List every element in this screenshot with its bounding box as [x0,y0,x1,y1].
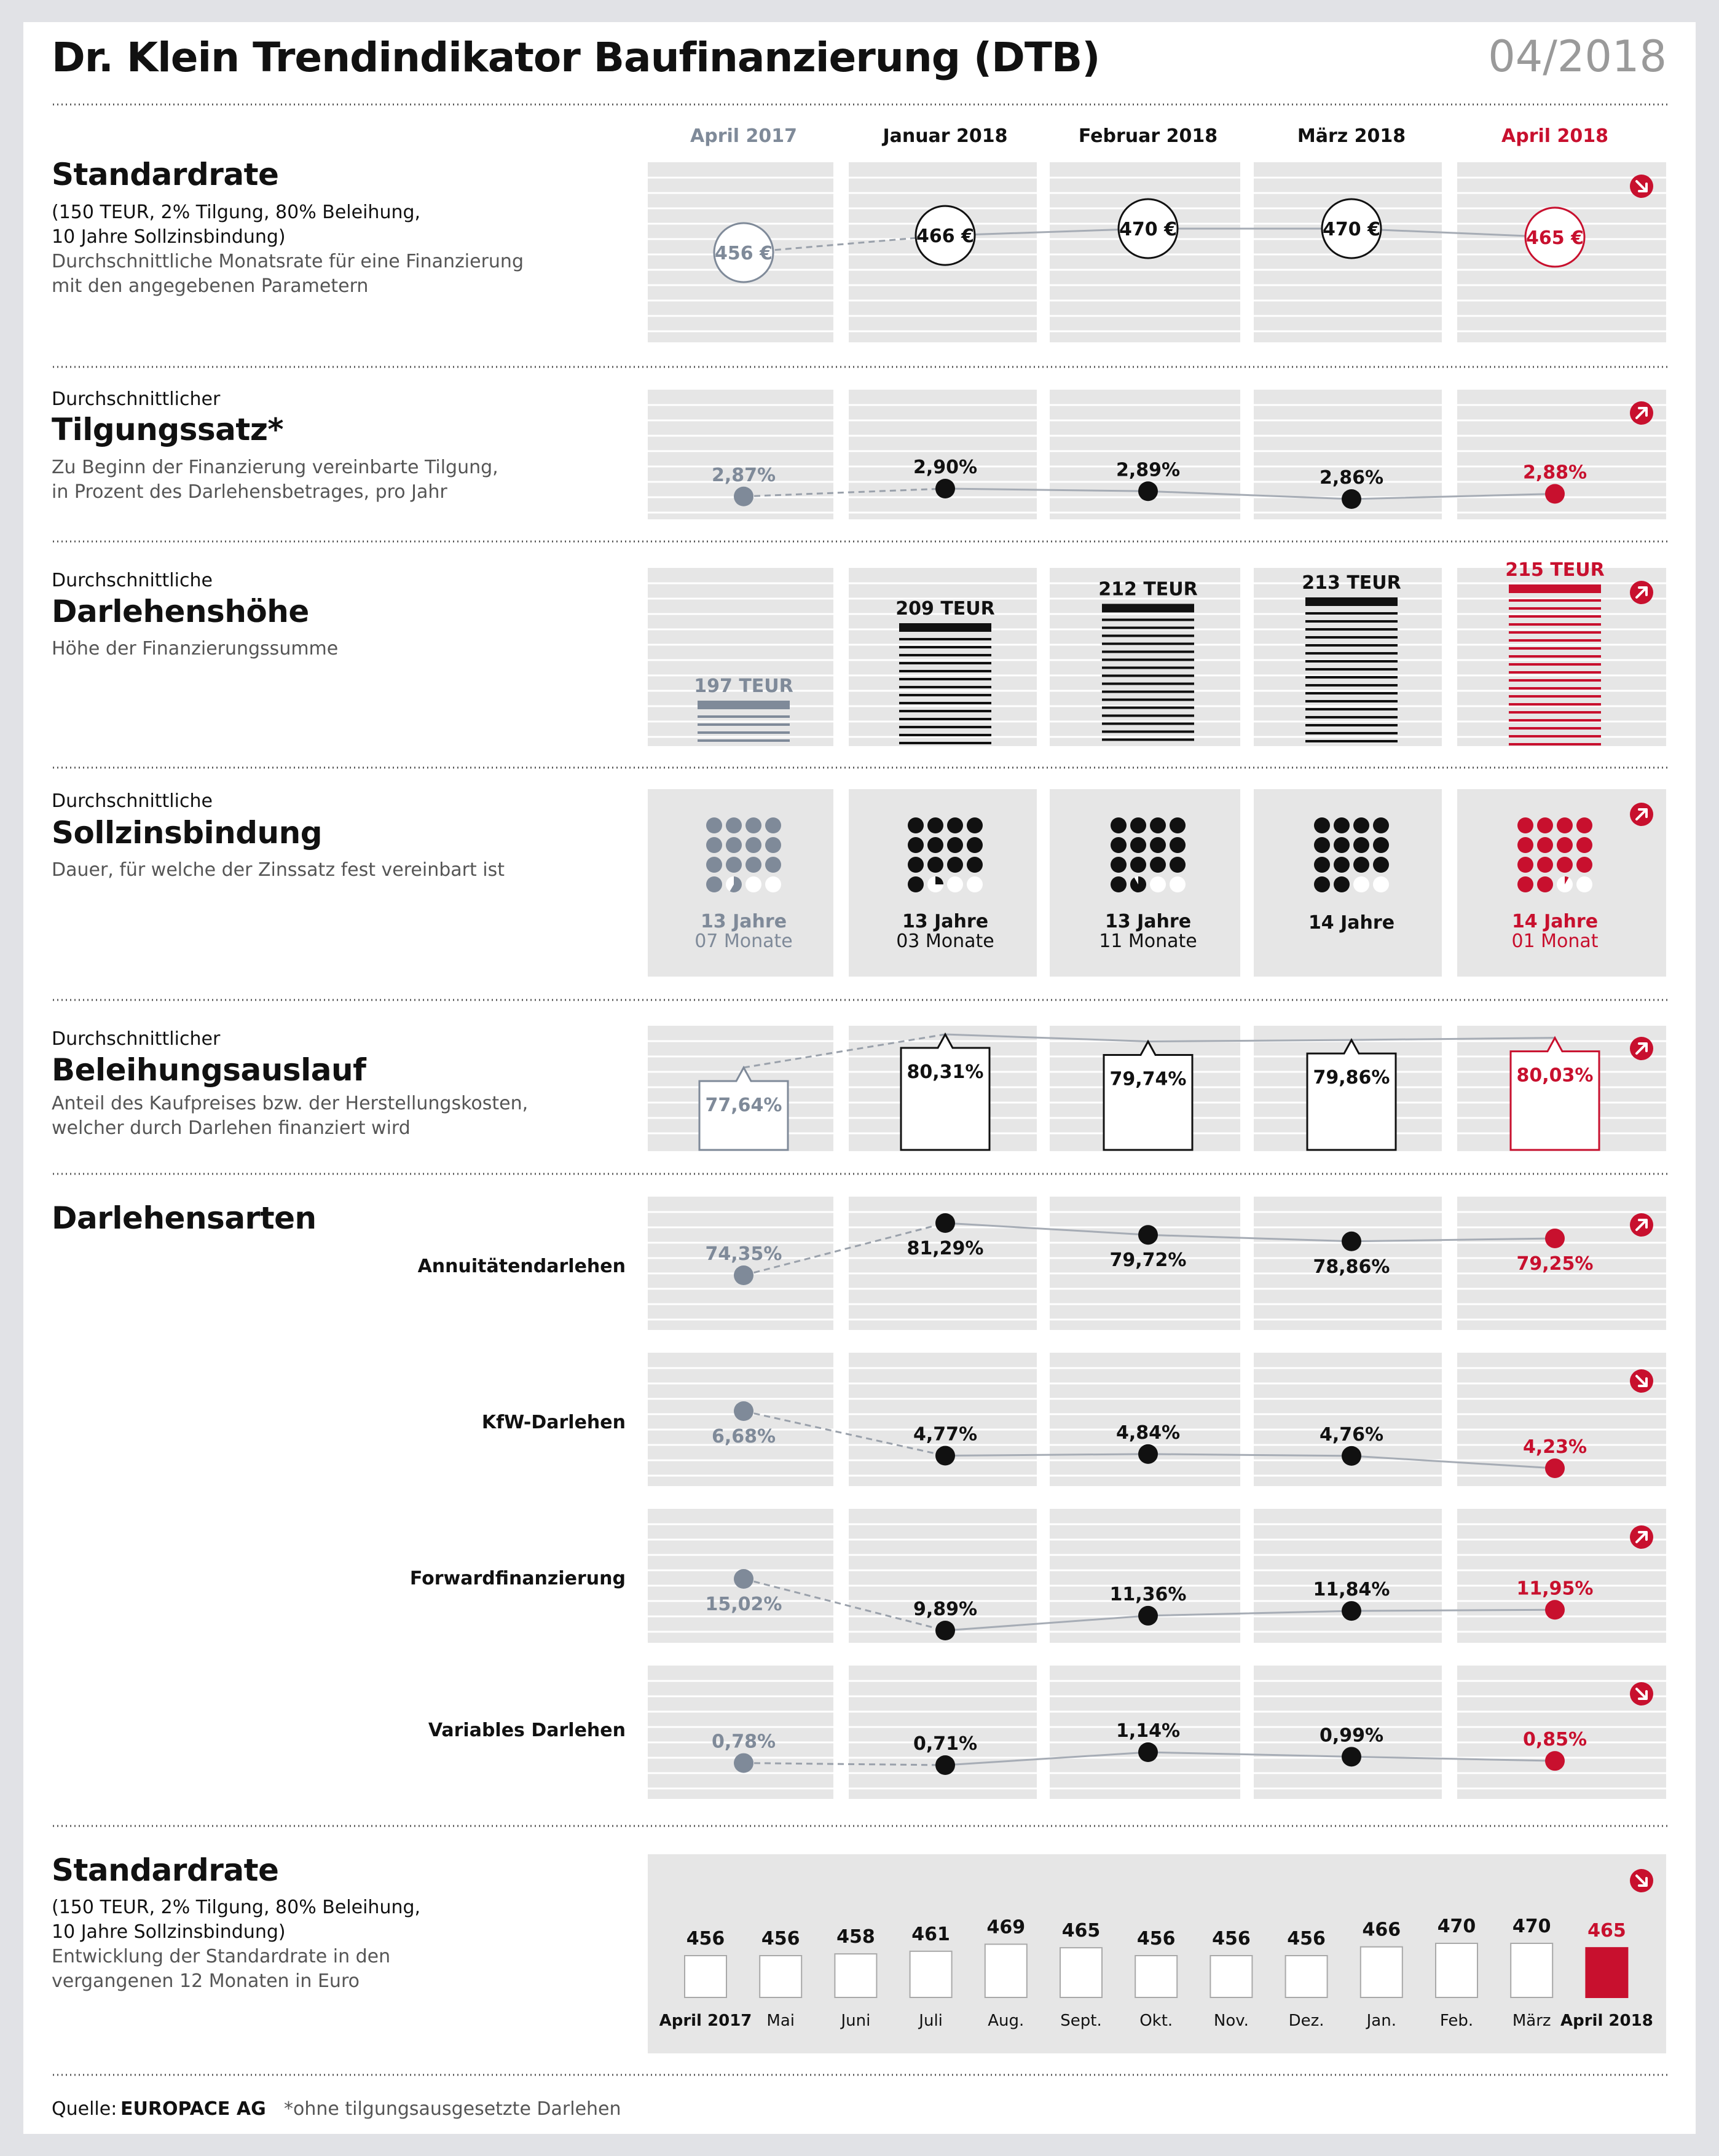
data-point [1138,1444,1158,1464]
history-month-label: Nov. [1213,2012,1249,2030]
section-pretitle: Durchschnittlicher [52,1028,221,1050]
history-month-label: Dez. [1288,2012,1324,2030]
section-description: Zu Beginn der Finanzierung vereinbarte Tilgung, [52,457,498,478]
data-point [1138,1225,1158,1245]
loan-type-label: Variables Darlehen [428,1720,626,1741]
data-point [734,1401,753,1421]
history-value-label: 456 [761,1928,800,1949]
value-box-label: 77,64% [705,1095,782,1116]
year-dot [1576,817,1592,833]
value-box [1511,1038,1599,1150]
section-title: Darlehensarten [52,1200,317,1236]
history-value-label: 458 [836,1926,875,1948]
year-dot [1334,817,1350,833]
history-month-label: Jan. [1366,2012,1396,2030]
history-month-label: Feb. [1439,2012,1474,2030]
loan-type-label: Annuitätendarlehen [417,1256,626,1277]
value-box-label: 79,86% [1313,1067,1390,1089]
data-label: 2,90% [913,457,978,478]
year-dot [1517,857,1533,873]
year-dot-empty [765,876,781,892]
rate-label: 470 € [1323,219,1380,240]
year-dot [947,837,963,853]
year-dot [1353,857,1369,873]
year-dot [1150,857,1166,873]
year-dot [1334,837,1350,853]
data-label: 6,68% [711,1426,776,1447]
data-label: 4,23% [1522,1436,1587,1458]
rate-label: 465 € [1526,227,1584,249]
bar-value-label: 212 TEUR [1098,578,1198,600]
rate-label: 470 € [1119,219,1177,240]
year-dot [1314,837,1330,853]
year-dot-empty [967,876,983,892]
section-pretitle: Durchschnittliche [52,790,213,812]
bar-cap [899,623,991,632]
section-pretitle: Durchschnittlicher [52,388,221,410]
column-header: März 2018 [1297,125,1406,147]
value-box-label: 80,31% [907,1061,984,1083]
year-dot [745,817,761,833]
year-dot-empty [947,876,963,892]
bar-cap [1305,597,1398,606]
year-dot [745,837,761,853]
year-dot [1170,837,1186,853]
history-value-label: 456 [1287,1928,1326,1949]
year-dot [1111,876,1127,892]
bar-cap [1102,604,1194,613]
issue-date: 04/2018 [1488,31,1667,82]
year-dot [1517,817,1533,833]
arrow-down-right-icon [1630,1369,1653,1393]
data-point [935,1755,955,1775]
year-dot-partial [1130,876,1146,892]
bar-value-label: 197 TEUR [694,675,793,697]
data-label: 79,25% [1516,1253,1594,1275]
history-bar [835,1954,876,1997]
history-bar [685,1956,726,1997]
data-label: 2,88% [1522,462,1587,484]
duration-months-label: 03 Monate [896,930,994,952]
panel-bg [849,390,1037,519]
year-dot [706,837,722,853]
year-dot [908,837,924,853]
footer-source-name: EUROPACE AG [120,2098,266,2120]
column-header: April 2017 [690,125,797,147]
data-point [1342,489,1361,509]
year-dot-empty [1576,876,1592,892]
section-description: mit den angegebenen Parametern [52,275,369,297]
year-dot [908,857,924,873]
year-dot [927,817,943,833]
duration-years-label: 13 Jahre [902,911,989,932]
year-dot [1314,876,1330,892]
history-value-label: 470 [1512,1916,1551,1937]
year-dot [1150,837,1166,853]
history-month-label: April 2017 [659,2012,752,2030]
year-dot [1314,857,1330,873]
arrow-down-right-icon [1630,1682,1653,1706]
data-point [935,1621,955,1640]
history-bar [1361,1947,1402,1997]
panel-bg [648,568,833,746]
history-month-label: Aug. [988,2012,1025,2030]
duration-years-label: 14 Jahre [1511,911,1599,932]
year-dot [1130,817,1146,833]
history-value-label: 465 [1587,1920,1626,1942]
history-value-label: 466 [1362,1919,1401,1941]
year-dot [765,837,781,853]
footer-source-label: Quelle: [52,2098,117,2120]
data-point [1342,1747,1361,1766]
section-description: Dauer, für welche der Zinssatz fest vereinbart ist [52,859,505,881]
value-box [901,1034,989,1150]
year-dot [927,837,943,853]
data-label: 9,89% [913,1599,978,1620]
data-label: 0,85% [1522,1729,1587,1751]
history-bar [1586,1948,1627,1997]
footer-footnote: *ohne tilgungsausgesetzte Darlehen [284,2098,621,2120]
section-params: (150 TEUR, 2% Tilgung, 80% Beleihung, [52,202,421,223]
year-dot-empty [1353,876,1369,892]
section-title: Darlehenshöhe [52,594,309,629]
data-label: 15,02% [705,1594,782,1615]
data-point [1138,1606,1158,1626]
value-box [1307,1040,1396,1150]
history-value-label: 470 [1437,1916,1476,1937]
data-label: 0,71% [913,1733,978,1755]
data-label: 11,84% [1313,1579,1390,1601]
year-dot [1334,876,1350,892]
data-point [935,1446,955,1466]
panel-bg [1254,568,1442,746]
section-pretitle: Durchschnittliche [52,570,213,591]
history-value-label: 465 [1061,1920,1101,1942]
year-dot [706,876,722,892]
year-dot [1111,817,1127,833]
data-point [1342,1446,1361,1466]
arrow-up-right-icon [1630,1213,1653,1237]
page-title: Dr. Klein Trendindikator Baufinanzierung (DTB) [52,34,1100,81]
section-description: Anteil des Kaufpreises bzw. der Herstellungskosten, [52,1093,529,1114]
data-label: 79,72% [1109,1249,1187,1272]
data-label: 4,77% [913,1423,978,1446]
history-bar [1060,1948,1102,1997]
history-bar [1436,1943,1477,1997]
year-dot [1576,857,1592,873]
data-label: 2,86% [1319,467,1384,489]
year-dot [745,857,761,873]
history-month-label: Juni [841,2012,871,2030]
year-dot [947,857,963,873]
year-dot [1150,817,1166,833]
year-dot [1111,857,1127,873]
data-point [935,1213,955,1233]
data-point [734,1753,753,1773]
year-dot-empty [1150,876,1166,892]
year-dot [1170,857,1186,873]
arrow-up-right-icon [1630,1525,1653,1549]
year-dot [1373,857,1389,873]
data-point [1545,1600,1565,1619]
column-header: April 2018 [1501,125,1608,147]
panel-bg [1254,1509,1442,1643]
data-label: 11,95% [1516,1578,1594,1600]
data-point [1545,1229,1565,1248]
section-params: (150 TEUR, 2% Tilgung, 80% Beleihung, [52,1897,421,1918]
data-point [734,1569,753,1589]
history-bar [910,1951,952,1997]
history-month-label: Okt. [1139,2012,1173,2030]
data-label: 1,14% [1115,1720,1181,1742]
data-point [1138,1742,1158,1762]
history-bar [760,1956,801,1997]
section-description: in Prozent des Darlehensbetrages, pro Jahr [52,481,447,503]
history-value-label: 461 [911,1923,950,1945]
year-dot [726,837,742,853]
history-value-label: 456 [686,1928,725,1949]
panel-bg [1050,1353,1240,1486]
year-dot [1557,857,1573,873]
bar-value-label: 209 TEUR [895,598,995,620]
data-point [1545,1751,1565,1771]
year-dot [1576,837,1592,853]
duration-years-label: 14 Jahre [1308,912,1395,934]
year-dot [1557,817,1573,833]
year-dot [765,817,781,833]
history-month-label: Sept. [1060,2012,1102,2030]
year-dot [1353,817,1369,833]
year-dot [1334,857,1350,873]
value-box [1104,1042,1192,1150]
data-point [1545,1458,1565,1478]
loan-type-label: Forwardfinanzierung [409,1568,626,1589]
history-value-label: 456 [1136,1928,1176,1949]
year-dot [726,817,742,833]
arrow-up-right-icon [1630,1037,1653,1060]
history-value-label: 469 [986,1916,1026,1938]
section-description: vergangenen 12 Monaten in Euro [52,1970,360,1992]
arrow-down-right-icon [1630,1869,1653,1892]
duration-months-label: 01 Monat [1511,930,1599,952]
bar-cap [698,701,790,709]
year-dot [908,876,924,892]
history-month-label: März [1512,2012,1551,2030]
year-dot [1111,837,1127,853]
bar-value-label: 213 TEUR [1302,572,1401,594]
section-params: 10 Jahre Sollzinsbindung) [52,1921,286,1943]
arrow-up-right-icon [1630,803,1653,826]
data-point [1342,1232,1361,1251]
history-bar [1511,1943,1552,1997]
year-dot [1537,837,1553,853]
section-title: Tilgungssatz* [52,412,284,447]
panel-bg [1254,1353,1442,1486]
year-dot [1373,837,1389,853]
year-dot [927,857,943,873]
year-dot [1353,837,1369,853]
year-dot [1130,837,1146,853]
year-dot [1517,837,1533,853]
section-description: welcher durch Darlehen finanziert wird [52,1117,411,1139]
data-point [935,479,955,498]
bar-cap [1509,584,1601,593]
duration-years-label: 13 Jahre [700,911,787,932]
history-month-label: Mai [766,2012,795,2030]
data-label: 81,29% [907,1238,984,1259]
bar-value-label: 215 TEUR [1505,559,1605,581]
data-label: 0,78% [711,1731,776,1753]
loan-type-label: KfW-Darlehen [481,1412,626,1433]
year-dot [765,857,781,873]
data-point [734,487,753,506]
arrow-up-right-icon [1630,401,1653,425]
data-label: 78,86% [1313,1256,1390,1278]
duration-months-label: 11 Monate [1099,930,1197,952]
history-bar [985,1944,1027,1997]
history-month-label: April 2018 [1560,2012,1653,2030]
year-dot [1314,817,1330,833]
data-point [1138,481,1158,501]
year-dot [1130,857,1146,873]
column-header: Februar 2018 [1078,125,1218,147]
duration-years-label: 13 Jahre [1104,911,1192,932]
year-dot [1517,876,1533,892]
data-label: 4,84% [1115,1422,1181,1444]
panel-bg [849,1666,1037,1799]
section-title: Sollzinsbindung [52,815,323,851]
year-dot [1537,817,1553,833]
history-bar [1286,1956,1328,1997]
section-title: Standardrate [52,1852,279,1888]
column-header: Januar 2018 [883,125,1008,147]
rate-label: 456 € [715,243,773,264]
year-dot [967,857,983,873]
value-box-label: 79,74% [1109,1068,1187,1090]
panel-bg [849,1353,1037,1486]
year-dot [706,857,722,873]
data-label: 0,99% [1319,1725,1384,1747]
history-month-label: Juli [919,2012,943,2030]
arrow-down-right-icon [1630,175,1653,198]
year-dot [967,817,983,833]
section-title: Standardrate [52,157,279,192]
data-label: 11,36% [1109,1583,1187,1605]
history-bar [1135,1956,1177,1997]
year-dot-empty [1170,876,1186,892]
year-dot [1373,817,1389,833]
data-label: 4,76% [1319,1423,1384,1446]
year-dot [1537,876,1553,892]
year-dot [967,837,983,853]
year-dot [1537,857,1553,873]
history-value-label: 456 [1212,1928,1251,1949]
section-params: 10 Jahre Sollzinsbindung) [52,226,286,248]
year-dot [726,857,742,873]
history-bar [1210,1956,1252,1997]
value-box-label: 80,03% [1516,1064,1594,1087]
data-label: 74,35% [705,1243,782,1265]
year-dot-empty [1373,876,1389,892]
duration-months-label: 07 Monate [694,930,793,952]
data-label: 2,87% [711,464,776,486]
rate-label: 466 € [916,226,974,248]
year-dot-empty [745,876,761,892]
year-dot [908,817,924,833]
year-dot [1170,817,1186,833]
year-dot [1557,837,1573,853]
data-point [1342,1601,1361,1621]
year-dot [947,817,963,833]
arrow-up-right-icon [1630,581,1653,604]
data-label: 2,89% [1115,459,1181,481]
data-point [1545,484,1565,504]
section-description: Höhe der Finanzierungssumme [52,638,339,659]
section-description: Durchschnittliche Monatsrate für eine Finanzierung [52,251,524,272]
section-title: Beleihungsauslauf [52,1052,366,1088]
year-dot [706,817,722,833]
section-description: Entwicklung der Standardrate in den [52,1946,391,1967]
data-point [734,1265,753,1285]
